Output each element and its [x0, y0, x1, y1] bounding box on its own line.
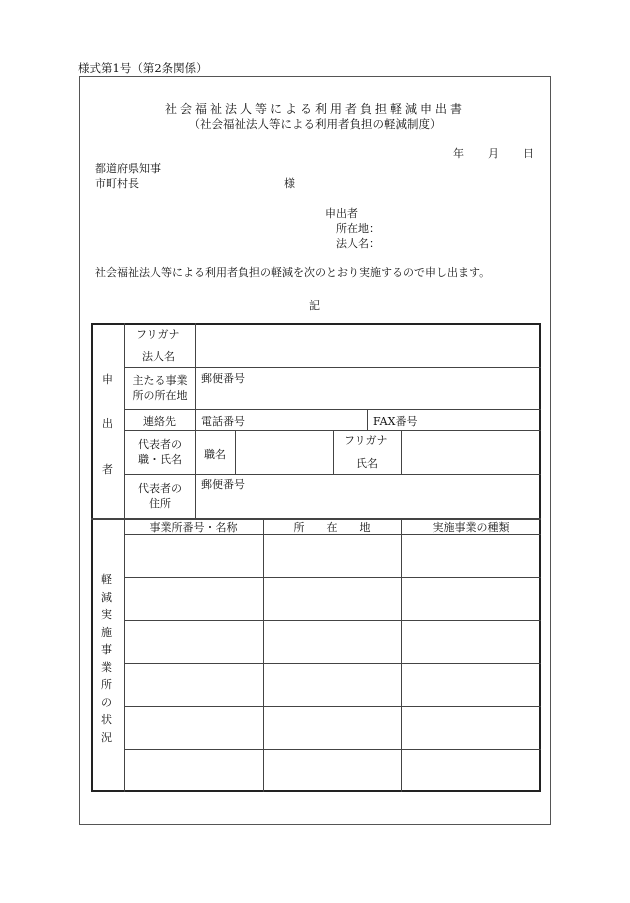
contact-label: 連絡先 — [143, 415, 176, 428]
office-vertical-char: 減 — [101, 590, 112, 604]
divider — [124, 663, 541, 664]
applicant-label: 申出者 — [325, 207, 358, 220]
rep-postal-label: 郵便番号 — [201, 478, 245, 491]
column-header-service-type: 実施事業の種類 — [432, 521, 510, 534]
divider — [235, 430, 236, 474]
addressee-honorific: 様 — [284, 177, 295, 190]
statement-text: 社会福祉法人等による利用者負担の軽減を次のとおり実施するので申し出ます。 — [95, 266, 491, 279]
applicant-location-label: 所在地： — [336, 222, 380, 235]
divider — [124, 430, 541, 431]
date-month-label: 月 — [488, 147, 499, 160]
divider — [124, 367, 541, 368]
fax-label: FAX番号 — [373, 415, 418, 428]
divider — [195, 323, 196, 518]
office-vertical-char: 実 — [101, 608, 112, 621]
date-year-label: 年 — [453, 147, 464, 160]
form-title: 社会福祉法人等による利用者負担軽減申出書 — [164, 102, 465, 116]
office-vertical-char: 軽 — [101, 573, 112, 586]
addressee-governor: 都道府県知事 — [95, 162, 161, 175]
date-day-label: 日 — [523, 147, 534, 160]
divider — [124, 620, 541, 621]
divider — [124, 474, 541, 475]
rep-furigana-label: フリガナ — [344, 434, 388, 447]
divider — [124, 409, 541, 410]
representative-label-line1: 代表者の — [138, 438, 182, 451]
divider — [333, 430, 334, 474]
column-header-location: 所 在 地 — [293, 521, 371, 534]
main-office-postal-label: 郵便番号 — [201, 372, 245, 385]
representative-label-line2: 職・氏名 — [138, 453, 182, 466]
main-office-label-line2: 所の所在地 — [132, 389, 188, 402]
rep-address-label — [127, 481, 193, 511]
column-header-office-name: 事業所番号・名称 — [149, 521, 238, 534]
main-office-label-line1: 主たる事業 — [132, 374, 188, 387]
divider — [124, 323, 125, 792]
office-vertical-char: 業 — [101, 660, 112, 674]
applicant-corp-name-label: 法人名： — [336, 237, 380, 250]
divider — [124, 749, 541, 750]
corp-name-label: 法人名 — [142, 350, 175, 363]
divider — [263, 518, 264, 792]
office-vertical-char: 状 — [101, 713, 112, 726]
office-status-vertical-label — [101, 571, 112, 746]
rep-name-label: 氏名 — [356, 457, 378, 470]
office-vertical-char: 施 — [101, 625, 112, 639]
rep-address-label-line1: 代表者の — [138, 482, 182, 495]
divider — [124, 706, 541, 707]
office-vertical-char: 所 — [101, 678, 112, 691]
applicant-vertical-char: 申 — [102, 373, 113, 386]
rep-address-label-line2: 住所 — [149, 497, 171, 510]
form-number: 様式第1号（第2条関係） — [78, 61, 208, 75]
applicant-vertical-char: 出 — [102, 417, 113, 430]
position-label: 職名 — [204, 448, 226, 461]
ki-label: 記 — [309, 299, 320, 312]
furigana-label: フリガナ — [136, 328, 180, 341]
divider — [401, 430, 402, 474]
divider — [124, 577, 541, 578]
divider — [401, 518, 402, 792]
divider — [367, 409, 368, 430]
addressee-mayor: 市町村長 — [95, 177, 139, 190]
office-vertical-char: の — [101, 695, 112, 709]
main-office-label — [127, 373, 193, 403]
office-vertical-char: 事 — [101, 643, 112, 656]
representative-label — [127, 437, 193, 467]
phone-label: 電話番号 — [201, 415, 245, 428]
office-vertical-char: 況 — [101, 730, 112, 744]
applicant-vertical-char: 者 — [102, 463, 113, 476]
form-subtitle: （社会福祉法人等による利用者負担の軽減制度） — [188, 117, 442, 131]
